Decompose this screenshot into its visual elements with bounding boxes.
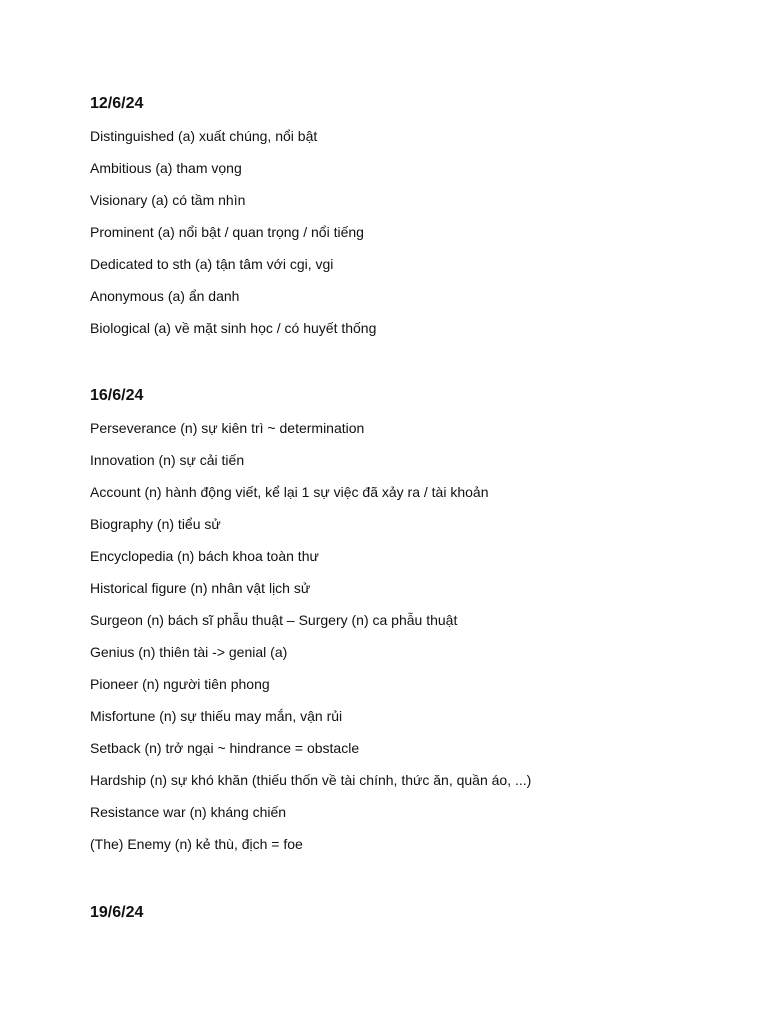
- vocab-entry: Encyclopedia (n) bách khoa toàn thư: [90, 548, 319, 564]
- vocab-entry: Dedicated to sth (a) tận tâm với cgi, vgi: [90, 256, 334, 272]
- vocab-entry: Ambitious (a) tham vọng: [90, 160, 242, 176]
- vocab-entry: Resistance war (n) kháng chiến: [90, 804, 287, 820]
- vocab-entry: Distinguished (a) xuất chúng, nổi bật: [90, 128, 318, 144]
- vocab-entry: Hardship (n) sự khó khăn (thiếu thốn về tài chính, thức ăn, quần áo, ...): [90, 772, 532, 788]
- section-date: 16/6/24: [90, 387, 144, 404]
- vocab-section-16-6-24: [90, 386, 730, 866]
- section-date: 12/6/24: [90, 95, 144, 112]
- vocab-list: [90, 418, 730, 854]
- vocab-entry: Visionary (a) có tầm nhìn: [90, 192, 246, 208]
- section-date: 19/6/24: [90, 904, 144, 921]
- vocab-entry: Innovation (n) sự cải tiến: [90, 452, 245, 468]
- vocab-list: [90, 126, 730, 338]
- vocab-section-12-6-24: [90, 94, 730, 350]
- vocab-entry: Surgeon (n) bách sĩ phẫu thuật – Surgery (n) ca phẫu thuật: [90, 612, 458, 628]
- vocab-entry: Misfortune (n) sự thiếu may mắn, vận rủi: [90, 708, 343, 724]
- vocab-entry: Historical figure (n) nhân vật lịch sử: [90, 580, 311, 596]
- vocab-entry: Anonymous (a) ẩn danh: [90, 288, 240, 304]
- vocab-section-19-6-24: [90, 903, 730, 923]
- vocab-entry: (The) Enemy (n) kẻ thù, địch = foe: [90, 836, 303, 852]
- vocab-entry: Biological (a) về mặt sinh học / có huyết thống: [90, 320, 377, 336]
- vocab-entry: Pioneer (n) người tiên phong: [90, 676, 270, 692]
- vocab-entry: Prominent (a) nổi bật / quan trọng / nổi tiếng: [90, 224, 364, 240]
- vocab-entry: Perseverance (n) sự kiên trì ~ determination: [90, 420, 365, 436]
- vocab-entry: Account (n) hành động viết, kể lại 1 sự việc đã xảy ra / tài khoản: [90, 484, 489, 500]
- vocab-entry: Biography (n) tiểu sử: [90, 516, 221, 532]
- vocab-entry: Setback (n) trở ngại ~ hindrance = obstacle: [90, 740, 360, 756]
- vocab-entry: Genius (n) thiên tài -> genial (a): [90, 644, 288, 660]
